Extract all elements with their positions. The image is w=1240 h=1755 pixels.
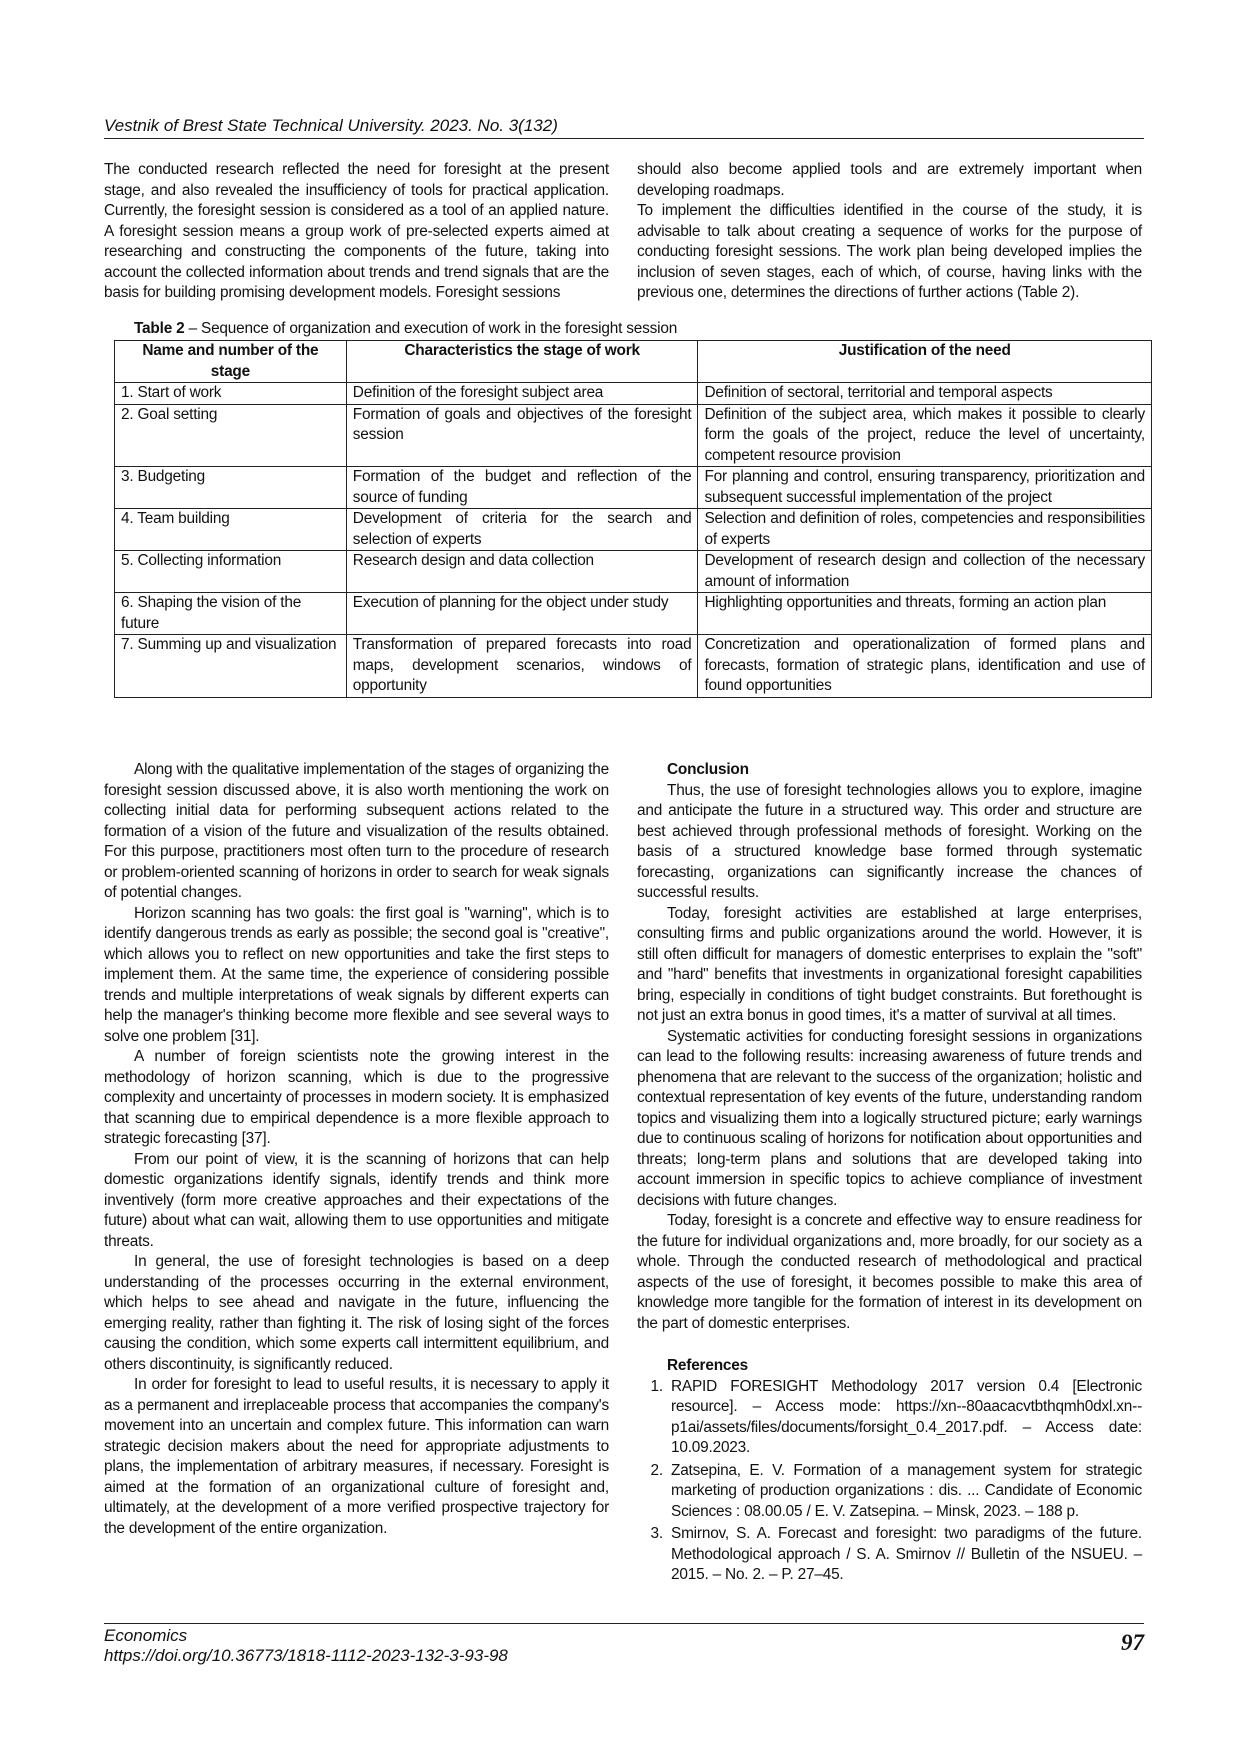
table-cell: Development of criteria for the search and selection of experts — [346, 509, 698, 551]
table-cell: For planning and control, ensuring transparency, prioritization and subsequent successful implementation of the project — [698, 467, 1152, 509]
stages-table — [114, 340, 1152, 698]
top-left-column — [104, 160, 609, 304]
page-footer — [104, 1623, 1144, 1666]
bottom-right-column — [637, 760, 1142, 1588]
table-header-row — [115, 341, 1152, 383]
reference-item: 1. RAPID FORESIGHT Methodology 2017 version 0.4 [Electronic resource]. – Access mode: https://xn--80aacacvtbthqmh0dxl.xn--p1ai/assets/files/documents/forsight_0.4_2017.pdf. – Access date: 10.09.2023. — [667, 1377, 1142, 1459]
table-cell: 4. Team building — [115, 509, 347, 551]
bottom-left-column — [104, 760, 609, 1539]
footer-section: Economics — [104, 1626, 188, 1645]
paragraph: Today, foresight is a concrete and effective way to ensure readiness for the future for individual organizations and, more broadly, for our society as a whole. Through the conducted research of methodological and practical aspects of the use of foresight, it becomes possible to make this area of knowledge more tangible for the formation of interest in its development on the part of domestic enterprises. — [637, 1212, 1142, 1332]
paragraph: Systematic activities for conducting foresight sessions in organizations can lead to the following results: increasing awareness of future trends and phenomena that are relevant to the success of the organization; holistic and contextual representation of key events of the future, understanding random topics and visualizing them into a logically structured picture; early warnings due to continuous scaling of horizons for notification about opportunities and threats; long-term plans and solutions that are developed taking into account immersion in specific topics to achieve compliance of investment decisions with future changes. — [637, 1027, 1142, 1209]
table-cell: Execution of planning for the object under study — [346, 593, 698, 635]
table-row — [115, 551, 1152, 593]
table-caption-text: – Sequence of organization and execution of work in the foresight session — [184, 320, 678, 337]
table-cell: Selection and definition of roles, competencies and responsibilities of experts — [698, 509, 1152, 551]
paragraph: A number of foreign scientists note the growing interest in the methodology of horizon scanning, which is due to the progressive complexity and uncertainty of processes in modern society. It is emphasized that scanning due to empirical dependence is a more flexible approach to strategic forecasting [37]. — [104, 1048, 609, 1147]
table-row — [115, 635, 1152, 698]
paragraph: Horizon scanning has two goals: the first goal is "warning", which is to identify dangerous trends as early as possible; the second goal is "creative", which allows you to reflect on new opportunities and take the first steps to implement them. At the same time, the experience of considering possible trends and multiple interpretations of weak signals by different experts can help the manager's thinking become more flexible and see several ways to solve one problem [31]. — [104, 904, 609, 1045]
table-row — [115, 383, 1152, 405]
table-cell: Formation of goals and objectives of the foresight session — [346, 404, 698, 467]
table-cell: Definition of the subject area, which makes it possible to clearly form the goals of the project, reduce the level of uncertainty, competent resource provision — [698, 404, 1152, 467]
paragraph: should also become applied tools and are extremely important when developing roadmaps. — [637, 161, 1142, 199]
table-cell: 6. Shaping the vision of the future — [115, 593, 347, 635]
reference-item: 2. Zatsepina, E. V. Formation of a management system for strategic marketing of production organizations : dis. ... Candidate of Economic Sciences : 08.00.05 / E. V. Zatsepina. – Minsk, 2023. – 188 p. — [667, 1461, 1142, 1523]
table-cell: Development of research design and collection of the necessary amount of information — [698, 551, 1152, 593]
table-cell: Concretization and operationalization of formed plans and forecasts, formation of strategic plans, identification and use of found opportunities — [698, 635, 1152, 698]
table-row — [115, 509, 1152, 551]
table-cell: Definition of sectoral, territorial and temporal aspects — [698, 383, 1152, 405]
top-right-column — [637, 160, 1142, 304]
paragraph: Today, foresight activities are established at large enterprises, consulting firms and public organizations around the world. However, it is still often difficult for managers of domestic enterprises to explain the "soft" and "hard" benefits that investments in organizational foresight capabilities bring, especially in conditions of tight budget constraints. But forethought is not just an extra bonus in good times, it's a matter of survival at all times. — [637, 904, 1142, 1024]
page-number: 97 — [1121, 1630, 1144, 1655]
paragraph: Along with the qualitative implementation of the stages of organizing the foresight session discussed above, it is also worth mentioning the work on collecting initial data for performing subsequent actions related to the formation of a vision of the future and visualization of the results obtained. For this purpose, practitioners most often turn to the procedure of research or problem-oriented scanning of horizons in order to search for weak signals of potential changes. — [104, 761, 609, 901]
table-row — [115, 404, 1152, 467]
table-caption — [134, 320, 677, 338]
table-row — [115, 467, 1152, 509]
table-cell: 3. Budgeting — [115, 467, 347, 509]
reference-item: 3. Smirnov, S. A. Forecast and foresight: two paradigms of the future. Methodological approach / S. A. Smirnov // Bulletin of the NSUEU. – 2015. – No. 2. – P. 27–45. — [667, 1524, 1142, 1586]
table-cell: Formation of the budget and reflection of the source of funding — [346, 467, 698, 509]
table-header-cell: Justification of the need — [698, 341, 1152, 383]
table-cell: Definition of the foresight subject area — [346, 383, 698, 405]
footer-doi[interactable]: https://doi.org/10.36773/1818-1112-2023-132-3-93-98 — [104, 1646, 508, 1665]
running-header: Vestnik of Brest State Technical University. 2023. No. 3(132) — [104, 116, 1144, 139]
paragraph: To implement the difficulties identified in the course of the study, it is advisable to talk about creating a sequence of works for the purpose of conducting foresight sessions. The work plan being developed implies the inclusion of seven stages, each of which, of course, having links with the previous one, determines the directions of further actions (Table 2). — [637, 202, 1142, 301]
table-row — [115, 593, 1152, 635]
conclusion-heading: Conclusion — [667, 761, 749, 778]
paragraph: In general, the use of foresight technologies is based on a deep understanding of the processes occurring in the external environment, which helps to see ahead and navigate in the future, influencing the emerging reality, rather than fighting it. The risk of losing sight of the forces causing the condition, which some experts call intermittent equilibrium, and others discontinuity, is significantly reduced. — [104, 1253, 609, 1373]
paragraph: Thus, the use of foresight technologies allows you to explore, imagine and anticipate the future in a structured way. This order and structure are best achieved through professional methods of foresight. Working on the basis of a structured knowledge base formed through systematic forecasting, organizations can significantly increase the chances of successful results. — [637, 781, 1142, 901]
table-cell: 1. Start of work — [115, 383, 347, 405]
paragraph: The conducted research reflected the need for foresight at the present stage, and also revealed the insufficiency of tools for practical application. Currently, the foresight session is considered as a tool of an applied nature. A foresight session means a group work of pre-selected experts aimed at researching and constructing the components of the future, taking into account the collected information about trends and trend signals that are the basis for building promising development models. Foresight sessions — [104, 161, 609, 301]
table-cell: 2. Goal setting — [115, 404, 347, 467]
references-list — [637, 1377, 1142, 1586]
table-header-cell: Name and number of the stage — [115, 341, 347, 383]
table-cell: 5. Collecting information — [115, 551, 347, 593]
table-cell: Transformation of prepared forecasts into road maps, development scenarios, windows of opportunity — [346, 635, 698, 698]
table-cell: Highlighting opportunities and threats, forming an action plan — [698, 593, 1152, 635]
references-heading: References — [667, 1357, 748, 1374]
paragraph: In order for foresight to lead to useful results, it is necessary to apply it as a permanent and irreplaceable process that accompanies the company's movement into an uncertain and complex future. This information can warn strategic decision makers about the need for appropriate adjustments to plans, the implementation of arbitrary measures, if necessary. Foresight is aimed at the formation of an organizational culture of foresight and, ultimately, at the development of a more verified prospective trajectory for the development of the entire organization. — [104, 1376, 609, 1537]
table-header-cell: Characteristics the stage of work — [346, 341, 698, 383]
paragraph: From our point of view, it is the scanning of horizons that can help domestic organizations identify signals, identify trends and think more inventively (form more creative approaches and their expectations of the future) about what can wait, allowing them to use opportunities and mitigate threats. — [104, 1150, 609, 1250]
table-caption-label: Table 2 — [134, 320, 185, 337]
table-cell: Research design and data collection — [346, 551, 698, 593]
spacer — [637, 1334, 1142, 1356]
table-cell: 7. Summing up and visualization — [115, 635, 347, 698]
